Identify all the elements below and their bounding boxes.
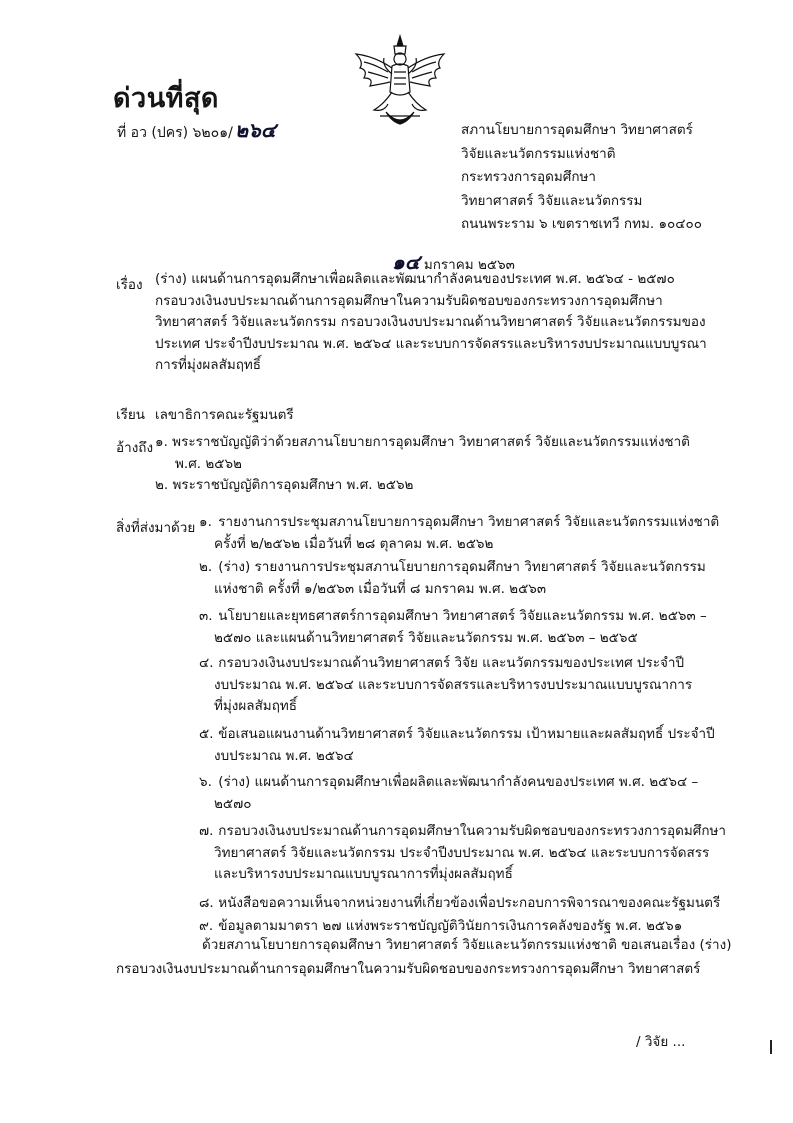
enclosure-continuation: ครั้งที่ ๒/๒๕๖๒ เมื่อวันที่ ๒๘ ตุลาคม พ.ศ. ๒๕๖๒ bbox=[214, 535, 494, 552]
subject-line: การที่มุ่งผลสัมฤทธิ์ bbox=[155, 357, 262, 373]
enclosure-item bbox=[199, 557, 719, 600]
reference-item bbox=[155, 432, 715, 454]
date-day-handwritten: ๑๔ bbox=[392, 250, 420, 274]
enclosure-continuation: และบริหารงบประมาณแบบบูรณาการที่มุ่งผลสัมฤทธิ์ bbox=[214, 866, 513, 882]
enclosure-continuation: งบประมาณ พ.ศ. ๒๕๖๔ และระบบการจัดสรรและบริหารงบประมาณแบบบูรณาการ bbox=[214, 676, 693, 693]
document-number bbox=[117, 114, 276, 146]
body-second-line: กรอบวงเงินงบประมาณด้านการอุดมศึกษาในความรับผิดชอบของกระทรวงการอุดมศึกษา วิทยาศาสตร์ bbox=[116, 961, 701, 977]
subject-line: ประเทศ ประจำปีงบประมาณ พ.ศ. ๒๕๖๔ และระบบการจัดสรรและบริหารงบประมาณแบบบูรณา bbox=[155, 335, 707, 352]
enclosure-number: ๓. bbox=[199, 608, 213, 624]
sender-line: ถนนพระราม ๖ เขตราชเทวี กทม. ๑๐๔๐๐ bbox=[461, 216, 702, 232]
enclosure-continuation: ที่มุ่งผลสัมฤทธิ์ bbox=[214, 698, 298, 714]
sender-address bbox=[461, 119, 702, 237]
subject-text bbox=[155, 269, 715, 377]
enclosure-text: กรอบวงเงินงบประมาณด้านวิทยาศาสตร์ วิจัย และนวัตกรรมของประเทศ ประจำปี bbox=[218, 655, 685, 671]
enclosure-number: ๔. bbox=[199, 655, 214, 671]
subject-line: วิทยาศาสตร์ วิจัยและนวัตกรรม กรอบวงเงินงบประมาณด้านวิทยาศาสตร์ วิจัยและนวัตกรรมของ bbox=[155, 314, 706, 330]
enclosure-text: (ร่าง) แผนด้านการอุดมศึกษาเพื่อผลิตและพัฒนากำลังคนของประเทศ พ.ศ. ๒๕๖๔ – bbox=[218, 774, 699, 790]
enclosure-item bbox=[199, 606, 719, 649]
enclosure-item bbox=[199, 772, 719, 815]
enclosure-text: หนังสือขอความเห็นจากหน่วยงานที่เกี่ยวข้องเพื่อประกอบการพิจารณาของคณะรัฐมนตรี bbox=[218, 895, 721, 911]
body-first-line: ด้วยสภานโยบายการอุดมศึกษา วิทยาศาสตร์ วิจัยและนวัตกรรมแห่งชาติ ขอเสนอเรื่อง (ร่าง) bbox=[202, 937, 732, 953]
enclosure-number: ๑. bbox=[199, 514, 212, 530]
enclosure-number: ๙. bbox=[199, 918, 214, 934]
sender-line: สภานโยบายการอุดมศึกษา วิทยาศาสตร์ bbox=[461, 122, 693, 138]
sender-line: กระทรวงการอุดมศึกษา bbox=[461, 169, 596, 185]
doc-number-handwritten: ๒๖๔ bbox=[234, 118, 276, 142]
subject-label: เรื่อง bbox=[116, 277, 143, 293]
enclosure-number: ๕. bbox=[199, 726, 214, 742]
urgency-label: ด่วนที่สุด bbox=[113, 83, 219, 114]
subject-line: กรอบวงเงินงบประมาณด้านการอุดมศึกษาในความรับผิดชอบของกระทรวงการอุดมศึกษา bbox=[155, 292, 663, 309]
reference-continuation: พ.ศ. ๒๕๖๒ bbox=[175, 455, 242, 472]
sender-line: วิจัยและนวัตกรรมแห่งชาติ bbox=[461, 145, 616, 162]
date-rest: มกราคม ๒๕๖๓ bbox=[423, 257, 515, 273]
enclosure-text: รายงานการประชุมสภานโยบายการอุดมศึกษา วิทยาศาสตร์ วิจัยและนวัตกรรมแห่งชาติ bbox=[218, 514, 720, 530]
doc-number-prefix: ที่ อว (ปคร) ๖๒๐๑/ bbox=[117, 125, 233, 141]
enclosure-item bbox=[199, 893, 719, 915]
enclosure-continuation: ๒๕๗๐ และแผนด้านวิทยาศาสตร์ วิจัยและนวัตกรรม พ.ศ. ๒๕๖๓ – ๒๕๖๕ bbox=[214, 629, 638, 646]
enclosure-text: ข้อมูลตามมาตรา ๒๗ แห่งพระราชบัญญัติวินัยการเงินการคลังของรัฐ พ.ศ. ๒๕๖๑ bbox=[218, 918, 683, 934]
enclosure-continuation: ๒๕๗๐ bbox=[214, 795, 252, 812]
enclosures-label: สิ่งที่ส่งมาด้วย bbox=[116, 520, 196, 536]
reference-number: ๒. bbox=[155, 477, 169, 493]
enclosure-continuation: งบประมาณ พ.ศ. ๒๕๖๔ bbox=[214, 747, 354, 764]
garuda-emblem-icon bbox=[350, 32, 450, 132]
references-list bbox=[155, 432, 715, 497]
enclosure-continuation: วิทยาศาสตร์ วิจัยและนวัตกรรม ประจำปีงบประมาณ พ.ศ. ๒๕๖๔ และระบบการจัดสรร bbox=[214, 844, 710, 861]
page-continuation: / วิจัย ... bbox=[636, 1034, 686, 1050]
enclosure-text: ข้อเสนอแผนงานด้านวิทยาศาสตร์ วิจัยและนวัตกรรม เป้าหมายและผลสัมฤทธิ์ ประจำปี bbox=[218, 726, 715, 742]
enclosure-text: กรอบวงเงินงบประมาณด้านการอุดมศึกษาในความรับผิดชอบของกระทรวงการอุดมศึกษา bbox=[218, 823, 726, 839]
enclosure-number: ๗. bbox=[199, 823, 214, 839]
addressee-label: เรียน bbox=[116, 407, 146, 423]
subject-line: (ร่าง) แผนด้านการอุดมศึกษาเพื่อผลิตและพัฒนากำลังคนของประเทศ พ.ศ. ๒๕๖๔ - ๒๕๗๐ bbox=[155, 271, 675, 287]
enclosure-text: นโยบายและยุทธศาสตร์การอุดมศึกษา วิทยาศาสตร์ วิจัยและนวัตกรรม พ.ศ. ๒๕๖๓ – bbox=[218, 608, 707, 624]
enclosure-item bbox=[199, 724, 719, 767]
enclosure-continuation: แห่งชาติ ครั้งที่ ๑/๒๕๖๓ เมื่อวันที่ ๘ มกราคม พ.ศ. ๒๕๖๓ bbox=[214, 580, 547, 597]
scan-mark bbox=[770, 1040, 772, 1054]
enclosure-number: ๖. bbox=[199, 774, 212, 790]
enclosure-number: ๘. bbox=[199, 895, 214, 911]
reference-text: พระราชบัญญัติการอุดมศึกษา พ.ศ. ๒๕๖๒ bbox=[172, 477, 414, 493]
enclosure-item bbox=[199, 653, 719, 718]
sender-line: วิทยาศาสตร์ วิจัยและนวัตกรรม bbox=[461, 192, 643, 209]
enclosure-item bbox=[199, 512, 719, 555]
reference-text: พระราชบัญญัติว่าด้วยสภานโยบายการอุดมศึกษา วิทยาศาสตร์ วิจัยและนวัตกรรมแห่งชาติ bbox=[172, 434, 690, 450]
enclosure-number: ๒. bbox=[199, 559, 213, 575]
addressee-value: เลขาธิการคณะรัฐมนตรี bbox=[155, 407, 294, 423]
enclosure-text: (ร่าง) รายงานการประชุมสภานโยบายการอุดมศึกษา วิทยาศาสตร์ วิจัยและนวัตกรรม bbox=[218, 559, 706, 575]
enclosure-item bbox=[199, 821, 726, 886]
reference-item bbox=[155, 475, 715, 497]
references-label: อ้างถึง bbox=[116, 440, 154, 456]
reference-number: ๑. bbox=[155, 434, 168, 450]
